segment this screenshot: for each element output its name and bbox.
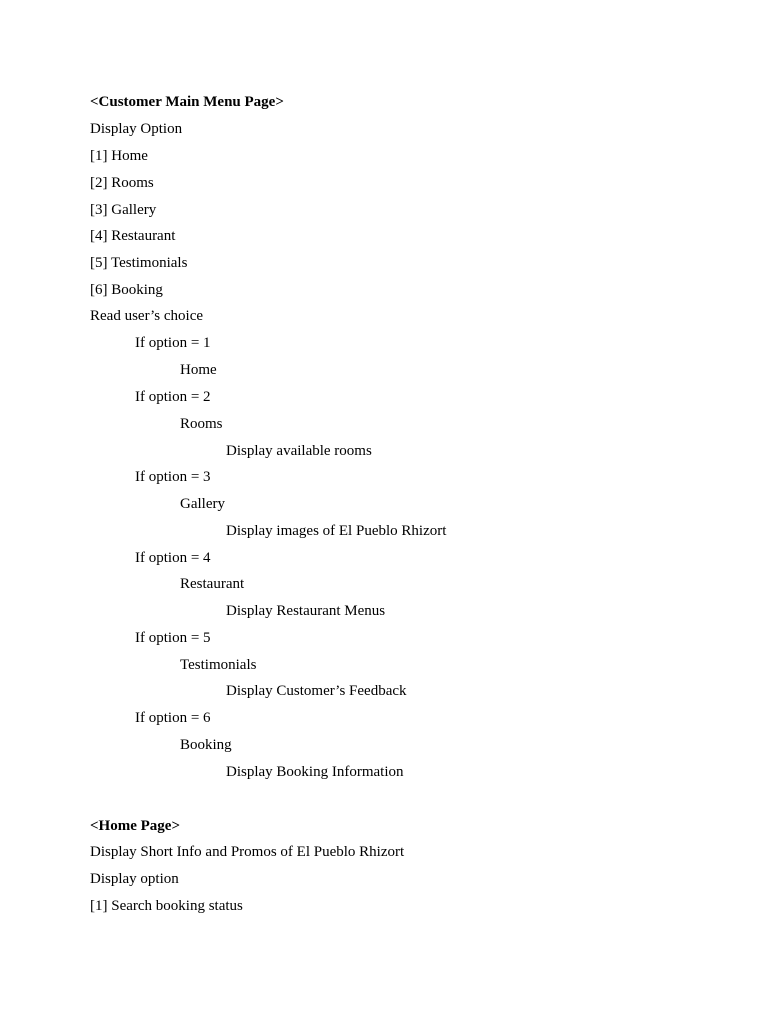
branch-action: Display Customer’s Feedback bbox=[226, 683, 407, 699]
branch-action: Display images of El Pueblo Rhizort bbox=[226, 523, 447, 539]
branch-condition: If option = 4 bbox=[135, 550, 211, 566]
menu-option: [1] Home bbox=[90, 148, 148, 164]
home-display-option-label: Display option bbox=[90, 871, 179, 887]
menu-option: [2] Rooms bbox=[90, 175, 154, 191]
branch-condition: If option = 6 bbox=[135, 710, 211, 726]
menu-option: [6] Booking bbox=[90, 282, 163, 298]
main-menu-heading: <Customer Main Menu Page> bbox=[90, 94, 284, 110]
read-choice-line: Read user’s choice bbox=[90, 308, 204, 324]
branch-condition: If option = 2 bbox=[135, 389, 211, 405]
branch-page: Restaurant bbox=[180, 576, 245, 592]
menu-option: [3] Gallery bbox=[90, 202, 157, 218]
home-page-heading: <Home Page> bbox=[90, 818, 180, 834]
branch-condition: If option = 3 bbox=[135, 469, 211, 485]
menu-option: [4] Restaurant bbox=[90, 228, 176, 244]
home-option: [1] Search booking status bbox=[90, 898, 243, 914]
display-option-label: Display Option bbox=[90, 121, 183, 137]
branch-condition: If option = 1 bbox=[135, 335, 211, 351]
branch-action: Display available rooms bbox=[226, 443, 372, 459]
branch-page: Gallery bbox=[180, 496, 225, 512]
branch-condition: If option = 5 bbox=[135, 630, 211, 646]
branch-action: Display Restaurant Menus bbox=[226, 603, 386, 619]
branch-page: Booking bbox=[180, 737, 232, 753]
branch-page: Rooms bbox=[180, 416, 223, 432]
branch-page: Testimonials bbox=[180, 657, 257, 673]
home-info-line: Display Short Info and Promos of El Pueblo Rhizort bbox=[90, 844, 405, 860]
branch-page: Home bbox=[180, 362, 217, 378]
menu-option: [5] Testimonials bbox=[90, 255, 188, 271]
branch-action: Display Booking Information bbox=[226, 764, 404, 780]
